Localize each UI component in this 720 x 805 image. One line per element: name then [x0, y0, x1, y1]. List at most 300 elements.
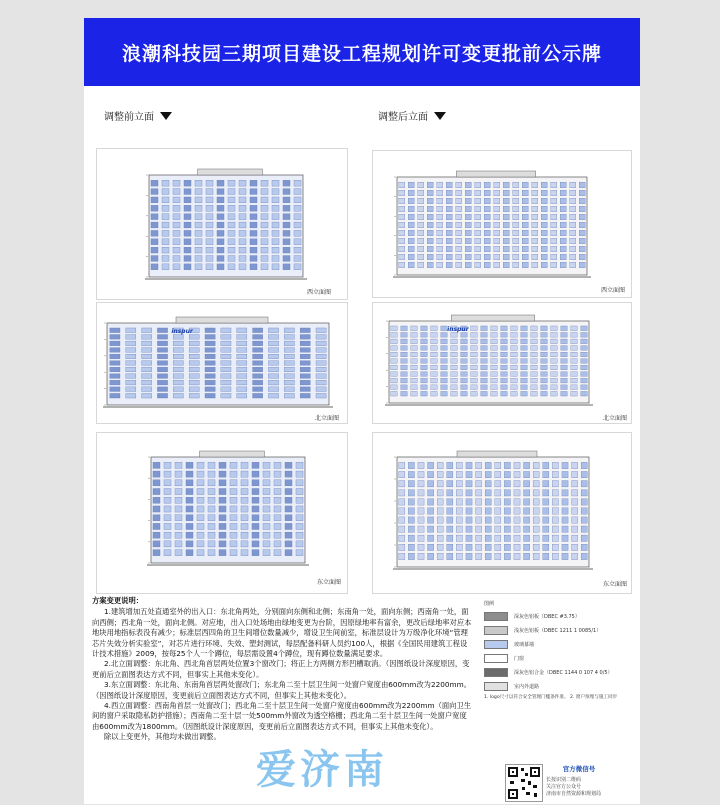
window	[551, 222, 557, 228]
window	[481, 372, 487, 377]
window	[219, 488, 226, 494]
window	[431, 326, 437, 331]
building-elevation-svg	[393, 449, 593, 573]
swatch	[484, 640, 508, 649]
window	[521, 352, 527, 357]
window	[561, 385, 567, 390]
window	[126, 367, 136, 372]
window	[283, 222, 290, 228]
window	[428, 490, 434, 496]
window	[284, 374, 294, 379]
window	[241, 480, 248, 486]
notes-title: 方案变更说明：	[92, 596, 144, 605]
window	[157, 361, 167, 366]
window	[552, 553, 558, 559]
window	[274, 497, 281, 503]
window	[237, 335, 247, 340]
window	[173, 239, 180, 245]
window	[221, 380, 231, 385]
window	[263, 550, 270, 556]
building-drawing	[147, 449, 309, 569]
window	[399, 238, 405, 244]
window	[294, 239, 301, 245]
window	[408, 517, 414, 523]
window	[157, 328, 167, 333]
window	[296, 471, 303, 477]
window	[427, 214, 433, 220]
window	[543, 481, 549, 487]
window	[533, 490, 539, 496]
window	[253, 354, 263, 359]
window	[511, 339, 517, 344]
window	[465, 254, 471, 260]
window	[153, 480, 160, 486]
window	[541, 190, 547, 196]
window	[513, 190, 519, 196]
window	[221, 393, 231, 398]
window	[531, 352, 537, 357]
window	[446, 190, 452, 196]
window	[164, 550, 171, 556]
window	[427, 182, 433, 188]
window	[110, 354, 120, 359]
window	[253, 387, 263, 392]
window	[451, 378, 457, 383]
before-heading-label: 调整前立面	[104, 112, 154, 123]
window	[157, 387, 167, 392]
window	[294, 222, 301, 228]
window	[561, 346, 567, 351]
window	[237, 393, 247, 398]
window	[221, 374, 231, 379]
legend-label: 浅灰色铝板（DBEC 1211 1 0085/1）	[514, 628, 602, 634]
window	[465, 262, 471, 268]
window	[401, 372, 407, 377]
window	[431, 359, 437, 364]
window	[501, 346, 507, 351]
window	[572, 471, 578, 477]
window	[162, 189, 169, 195]
window	[272, 247, 279, 253]
window	[300, 380, 310, 385]
window	[513, 198, 519, 204]
window	[285, 541, 292, 547]
window	[552, 462, 558, 468]
window	[570, 182, 576, 188]
window	[561, 372, 567, 377]
window	[164, 515, 171, 521]
legend-row	[484, 612, 632, 621]
window	[437, 246, 443, 252]
window	[431, 365, 437, 370]
window	[485, 490, 491, 496]
building-drawing	[103, 315, 333, 411]
window	[205, 387, 215, 392]
window	[142, 335, 152, 340]
window	[217, 189, 224, 195]
window	[501, 365, 507, 370]
window	[253, 380, 263, 385]
window	[399, 198, 405, 204]
window	[471, 333, 477, 338]
window	[562, 526, 568, 532]
window	[411, 391, 417, 396]
window	[110, 374, 120, 379]
window	[524, 508, 530, 514]
window	[570, 206, 576, 212]
window	[239, 214, 246, 220]
window	[541, 222, 547, 228]
window	[551, 214, 557, 220]
window	[175, 550, 182, 556]
window	[219, 480, 226, 486]
window	[237, 387, 247, 392]
window	[173, 197, 180, 203]
window	[206, 256, 213, 262]
window	[219, 532, 226, 538]
window	[579, 190, 585, 196]
window	[494, 206, 500, 212]
window	[475, 262, 481, 268]
window	[484, 238, 490, 244]
note-item: 2.北立面调整：东北角、西北角首层两处位置3个窗改门；将正上方两侧方形凹槽取消。（因图纸设计深度原因，变更前后立面图表达方式不同，但事实上其他未变化）。	[92, 659, 470, 679]
roof-top	[456, 171, 535, 177]
window	[531, 391, 537, 396]
window	[431, 352, 437, 357]
window	[495, 499, 501, 505]
window	[268, 387, 278, 392]
window	[261, 189, 268, 195]
window	[151, 256, 158, 262]
window	[481, 333, 487, 338]
window	[484, 246, 490, 252]
window	[437, 238, 443, 244]
window	[570, 254, 576, 260]
window	[451, 333, 457, 338]
window	[261, 205, 268, 211]
window	[456, 206, 462, 212]
window	[471, 352, 477, 357]
window	[511, 326, 517, 331]
window	[284, 361, 294, 366]
window	[391, 326, 397, 331]
window	[221, 387, 231, 392]
window	[451, 339, 457, 344]
window	[581, 333, 587, 338]
note-item: 除以上变更外，其他均未做出调整。	[104, 732, 221, 742]
board-title: 浪潮科技园三期项目建设工程规划许可变更批前公示牌	[121, 42, 602, 65]
window	[572, 526, 578, 532]
window	[543, 517, 549, 523]
window	[465, 182, 471, 188]
window	[411, 346, 417, 351]
window	[157, 380, 167, 385]
window	[521, 391, 527, 396]
window	[581, 326, 587, 331]
window	[173, 222, 180, 228]
window	[391, 391, 397, 396]
window	[283, 214, 290, 220]
window	[252, 480, 259, 486]
window	[197, 497, 204, 503]
window	[514, 508, 520, 514]
window	[283, 239, 290, 245]
window	[153, 550, 160, 556]
window	[533, 471, 539, 477]
note-item: 4.西立面调整：西南角首层一处窗改门；西北角二至十层卫生间一处窗户宽度由600mm改为2200mm（面向卫生间的窗户采取隐私防护措施）；西南角二至十层一处500mm外窗改为透空格栅；西北角二至十层卫生间一处窗户宽度由600mm改为1800mm。（因图纸设计深度原因，变更前后立面图表达方式不同，但事实上其他未变化）。	[92, 701, 472, 731]
window	[551, 359, 557, 364]
window	[186, 488, 193, 494]
window	[522, 214, 528, 220]
window	[437, 544, 443, 550]
window	[252, 550, 259, 556]
window	[408, 508, 414, 514]
window	[219, 471, 226, 477]
window	[466, 462, 472, 468]
window	[284, 354, 294, 359]
window	[274, 532, 281, 538]
window	[501, 333, 507, 338]
window	[504, 462, 510, 468]
window	[524, 499, 530, 505]
window	[441, 391, 447, 396]
window	[446, 262, 452, 268]
window	[241, 471, 248, 477]
window	[268, 335, 278, 340]
window	[205, 335, 215, 340]
window	[451, 372, 457, 377]
window	[531, 372, 537, 377]
window	[157, 393, 167, 398]
window	[250, 247, 257, 253]
window	[284, 341, 294, 346]
window	[447, 535, 453, 541]
window	[142, 354, 152, 359]
window	[501, 378, 507, 383]
window	[230, 462, 237, 468]
window	[285, 515, 292, 521]
window	[501, 326, 507, 331]
window	[418, 190, 424, 196]
window	[411, 385, 417, 390]
window	[541, 385, 547, 390]
window	[532, 254, 538, 260]
window	[418, 462, 424, 468]
window	[581, 372, 587, 377]
window	[283, 197, 290, 203]
window	[195, 222, 202, 228]
window	[551, 391, 557, 396]
window	[316, 393, 326, 398]
window	[391, 333, 397, 338]
swatch	[484, 626, 508, 635]
window	[543, 471, 549, 477]
window	[572, 535, 578, 541]
window	[494, 238, 500, 244]
window	[399, 526, 405, 532]
window	[391, 346, 397, 351]
window	[571, 365, 577, 370]
window	[531, 339, 537, 344]
window	[272, 214, 279, 220]
building-elevation-svg	[393, 169, 591, 281]
window	[401, 365, 407, 370]
window	[562, 535, 568, 541]
window	[447, 471, 453, 477]
qr-code[interactable]	[505, 764, 543, 802]
window	[408, 238, 414, 244]
window	[521, 385, 527, 390]
window	[268, 361, 278, 366]
window	[428, 535, 434, 541]
legend-row	[484, 626, 632, 635]
window	[572, 499, 578, 505]
window	[581, 359, 587, 364]
window	[562, 517, 568, 523]
window	[521, 372, 527, 377]
window	[446, 206, 452, 212]
window	[205, 367, 215, 372]
window	[427, 206, 433, 212]
window	[491, 339, 497, 344]
window	[272, 180, 279, 186]
window	[186, 471, 193, 477]
window	[164, 480, 171, 486]
window	[562, 544, 568, 550]
window	[466, 508, 472, 514]
window	[541, 254, 547, 260]
window	[195, 256, 202, 262]
window	[184, 214, 191, 220]
window	[471, 372, 477, 377]
window	[541, 365, 547, 370]
window	[561, 326, 567, 331]
window	[524, 471, 530, 477]
window	[186, 462, 193, 468]
window	[451, 359, 457, 364]
building-drawing	[393, 449, 593, 573]
window	[153, 541, 160, 547]
window	[456, 190, 462, 196]
window	[485, 481, 491, 487]
window	[151, 189, 158, 195]
window	[272, 189, 279, 195]
watermark-logo: 爱济南	[256, 747, 388, 793]
window	[285, 488, 292, 494]
window	[237, 328, 247, 333]
window	[494, 222, 500, 228]
window	[475, 230, 481, 236]
window	[571, 326, 577, 331]
window	[197, 515, 204, 521]
window	[522, 262, 528, 268]
window	[456, 544, 462, 550]
window	[230, 471, 237, 477]
window	[572, 544, 578, 550]
window	[399, 230, 405, 236]
window	[296, 462, 303, 468]
window	[175, 471, 182, 477]
window	[239, 247, 246, 253]
window	[173, 380, 183, 385]
window	[418, 198, 424, 204]
window	[157, 335, 167, 340]
window	[205, 341, 215, 346]
window	[219, 506, 226, 512]
window	[494, 198, 500, 204]
window	[456, 508, 462, 514]
window	[456, 526, 462, 532]
window	[153, 497, 160, 503]
window	[253, 335, 263, 340]
window	[408, 526, 414, 532]
window	[268, 393, 278, 398]
qr-title: 官方微信号	[562, 765, 596, 773]
window	[391, 385, 397, 390]
window	[221, 367, 231, 372]
window	[408, 214, 414, 220]
window	[217, 256, 224, 262]
window	[418, 206, 424, 212]
window	[521, 333, 527, 338]
window	[294, 197, 301, 203]
window	[197, 523, 204, 529]
note-item: 1.建筑增加五处直通室外的出入口：东北角两处，分别面向东侧和北侧；东南角一处，面向东侧；西南角一处，面向西侧；西北角一处，面向北侧。对应地，出入口处场地由绿地变更为台阶，因原绿地率有富余，更改后绿地率对应本地块用地指标表没有减少；标准层西四角的卫生间增位数量减少，增设卫生间前室，标准层设计为万级净化环境“管理芯片失效分析实验室”，对芯片进行环境、失效、塑封测试，每层配备科研人员约100人，根据《全国民用建筑工程设计技术措施》2009，按每25个人一个蹲位，每层需设置4个蹲位，现有蹲位数量满足要求。	[92, 607, 472, 659]
window	[189, 361, 199, 366]
window	[503, 238, 509, 244]
window	[511, 365, 517, 370]
window	[263, 515, 270, 521]
window	[175, 532, 182, 538]
window	[494, 214, 500, 220]
window	[250, 239, 257, 245]
window	[399, 254, 405, 260]
window	[189, 354, 199, 359]
window	[437, 230, 443, 236]
window	[524, 490, 530, 496]
window	[208, 480, 215, 486]
window	[456, 262, 462, 268]
window	[239, 189, 246, 195]
window	[491, 378, 497, 383]
window	[153, 488, 160, 494]
window	[522, 206, 528, 212]
window	[476, 481, 482, 487]
before-west-elevation	[96, 148, 348, 300]
window	[173, 367, 183, 372]
window	[560, 190, 566, 196]
window	[571, 352, 577, 357]
window	[261, 264, 268, 270]
window	[250, 256, 257, 262]
window	[418, 254, 424, 260]
window	[570, 190, 576, 196]
window	[162, 197, 169, 203]
window	[481, 339, 487, 344]
window	[551, 182, 557, 188]
window	[208, 462, 215, 468]
window	[283, 180, 290, 186]
window	[561, 391, 567, 396]
window	[208, 532, 215, 538]
window	[543, 462, 549, 468]
window	[447, 499, 453, 505]
window	[237, 348, 247, 353]
window	[471, 378, 477, 383]
window	[421, 385, 427, 390]
window	[219, 497, 226, 503]
window	[399, 222, 405, 228]
